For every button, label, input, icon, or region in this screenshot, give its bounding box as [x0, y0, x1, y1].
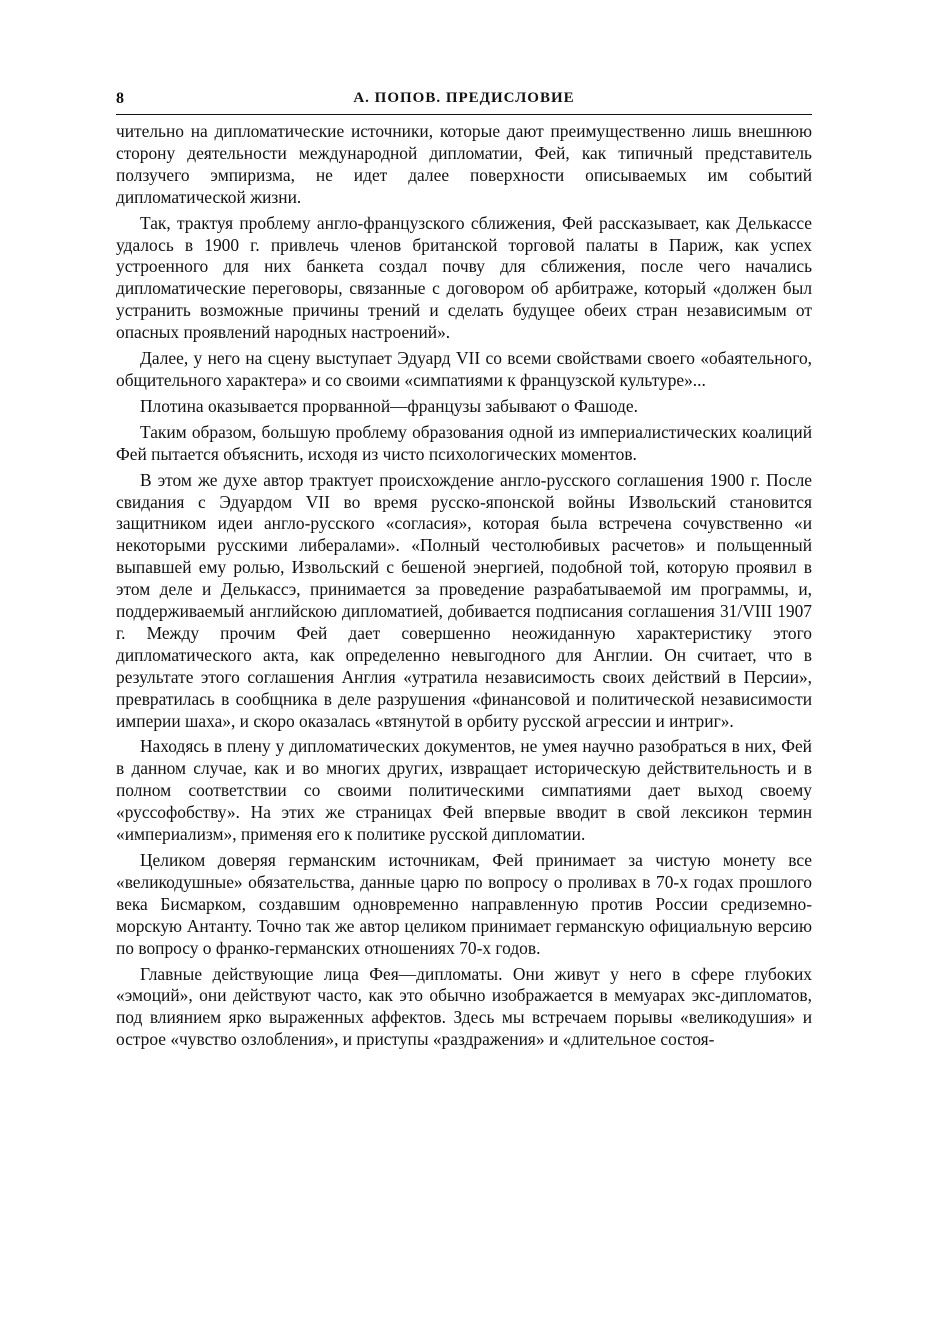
paragraph-8: Целиком доверяя германским источникам, Фей принимает за чистую монету все «великодушные» обязательства, данные царю по вопросу о проливах в 70-х годах прошлого века Бисмарком, создавшим одновременно направленную против России средиземно-морскую Антанту. Точно так же автор целиком принимает германскую официальную версию по вопросу о франко-германских отношениях 70-х годов. [116, 850, 812, 958]
paragraph-4: Плотина оказывается прорванной—французы забывают о Фашоде. [140, 395, 638, 416]
paragraph-7: Находясь в плену у дипломатических документов, не умея научно разобраться в них, Фей в данном случае, как и во многих других, извращает историческую действительность и в полном соответствии со своими политическими симпатиями дает выход своему «руссофобству». На этих же страницах Фей впервые вводит в свой лексикон термин «империализм», применяя его к политике русской дипломатии. [116, 736, 812, 845]
running-header [116, 88, 812, 114]
paragraph-5: Таким образом, большую проблему образования одной из империалистических коалиций Фей пытается объяснить, исходя из чисто психологических моментов. [116, 421, 812, 464]
page-number: 8 [116, 90, 125, 107]
paragraph-2: Так, трактуя проблему англо-французского сближения, Фей рассказывает, как Делькассе удалось в 1900 г. привлечь членов британской торговой палаты в Париж, как успех устроенного для них банкета создал почву для сближения, после чего начались дипломатические переговоры, связанные с договором об арбитраже, который «должен был устранить возможные причины трений и сделать будущее обеих стран независимым от опасных проявлений народных настроений». [116, 212, 812, 343]
paragraph-1: чительно на дипломатические источники, которые дают преимущественно лишь внешнюю сторону деятельности международной дипломатии, Фей, как типичный представитель ползучего эмпиризма, не идет далее поверхности описываемых им событий дипломатической жизни. [116, 121, 812, 207]
book-page [116, 88, 812, 1051]
body-text [116, 121, 812, 1051]
running-title: А. ПОПОВ. ПРЕДИСЛОВИЕ [353, 90, 575, 106]
paragraph-6: В этом же духе автор трактует происхождение англо-русского соглашения 1900 г. После свидания с Эдуардом VII во время русско-японской войны Извольский становится защитником идеи англо-русского «согласия», которая была встречена сочувственно «и некоторыми русскими либералами». «Полный честолюбивых расчетов» и польщенный выпавшей ему ролью, Извольский с бешеной энергией, подобной той, которую проявил в этом деле и Делькассэ, принимается за проведение разрабатываемой им программы, и, поддерживаемый английскою дипломатией, добивается подписания соглашения 31/VIII 1907 г. Между прочим Фей дает совершенно неожиданную характеристику этого дипломатического акта, как определенно невыгодного для Англии. Он считает, что в результате этого соглашения Англия «утратила независимость своих действий в Персии», превратилась в сообщника в деле разрушения «финансовой и политической независимости империи шаха», и скоро оказалась «втянутой в орбиту русской агрессии и интриг». [116, 469, 812, 731]
header-rule [116, 114, 812, 115]
paragraph-3: Далее, у него на сцену выступает Эдуард VII со всеми свойствами своего «обаятельного, общительного характера» и со своими «симпатиями к французской культуре»... [116, 348, 812, 390]
paragraph-9: Главные действующие лица Фея—дипломаты. Они живут у него в сфере глубоких «эмоций», они действуют часто, как это обычно изображается в мемуарах экс-дипломатов, под влиянием ярко выраженных аффектов. Здесь мы встречаем порывы «великодушия» и острое «чувство озлобления», и приступы «раздражения» и «длительное состоя- [116, 963, 812, 1050]
